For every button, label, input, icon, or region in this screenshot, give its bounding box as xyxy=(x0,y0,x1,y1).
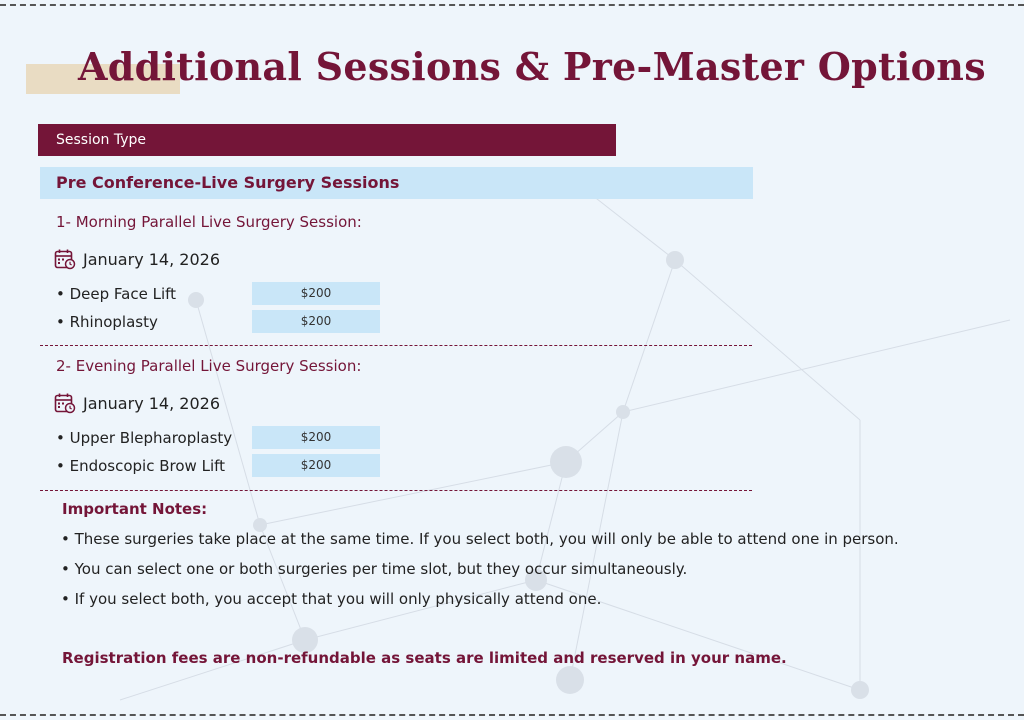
session-type-header: Session Type xyxy=(38,124,616,156)
price-box[interactable]: $200 xyxy=(252,310,380,333)
refund-policy-note: Registration fees are non-refundable as seats are limited and reserved in your name. xyxy=(62,649,787,667)
surgery-option-row xyxy=(56,282,380,305)
section-header: Pre Conference-Live Surgery Sessions xyxy=(40,167,753,199)
notes-heading: Important Notes: xyxy=(62,500,208,518)
surgery-option-row xyxy=(56,426,380,449)
session-title-evening: 2- Evening Parallel Live Surgery Session: xyxy=(56,357,362,375)
surgery-name: • Rhinoplasty xyxy=(56,312,158,331)
calendar-icon xyxy=(54,392,76,414)
price-box[interactable]: $200 xyxy=(252,282,380,305)
note-item: • These surgeries take place at the same time. If you select both, you will only be able to attend one in person. xyxy=(61,530,899,548)
calendar-icon xyxy=(54,248,76,270)
surgery-name: • Deep Face Lift xyxy=(56,284,177,303)
note-item: • You can select one or both surgeries per time slot, but they occur simultaneously. xyxy=(61,560,688,578)
session-date-morning xyxy=(54,248,220,270)
note-item: • If you select both, you accept that you will only physically attend one. xyxy=(61,590,602,608)
bottom-dashed-border xyxy=(0,714,1024,716)
surgery-option-row xyxy=(56,454,380,477)
price-box[interactable]: $200 xyxy=(252,426,380,449)
surgery-option-row xyxy=(56,310,380,333)
section-divider xyxy=(40,345,752,346)
session-date-evening xyxy=(54,392,220,414)
section-divider xyxy=(40,490,752,491)
date-text: January 14, 2026 xyxy=(83,393,220,413)
surgery-name: • Upper Blepharoplasty xyxy=(56,428,233,447)
page-title: Additional Sessions & Pre-Master Options xyxy=(78,44,986,89)
surgery-name: • Endoscopic Brow Lift xyxy=(56,456,226,475)
session-title-morning: 1- Morning Parallel Live Surgery Session: xyxy=(56,213,362,231)
price-box[interactable]: $200 xyxy=(252,454,380,477)
date-text: January 14, 2026 xyxy=(83,249,220,269)
